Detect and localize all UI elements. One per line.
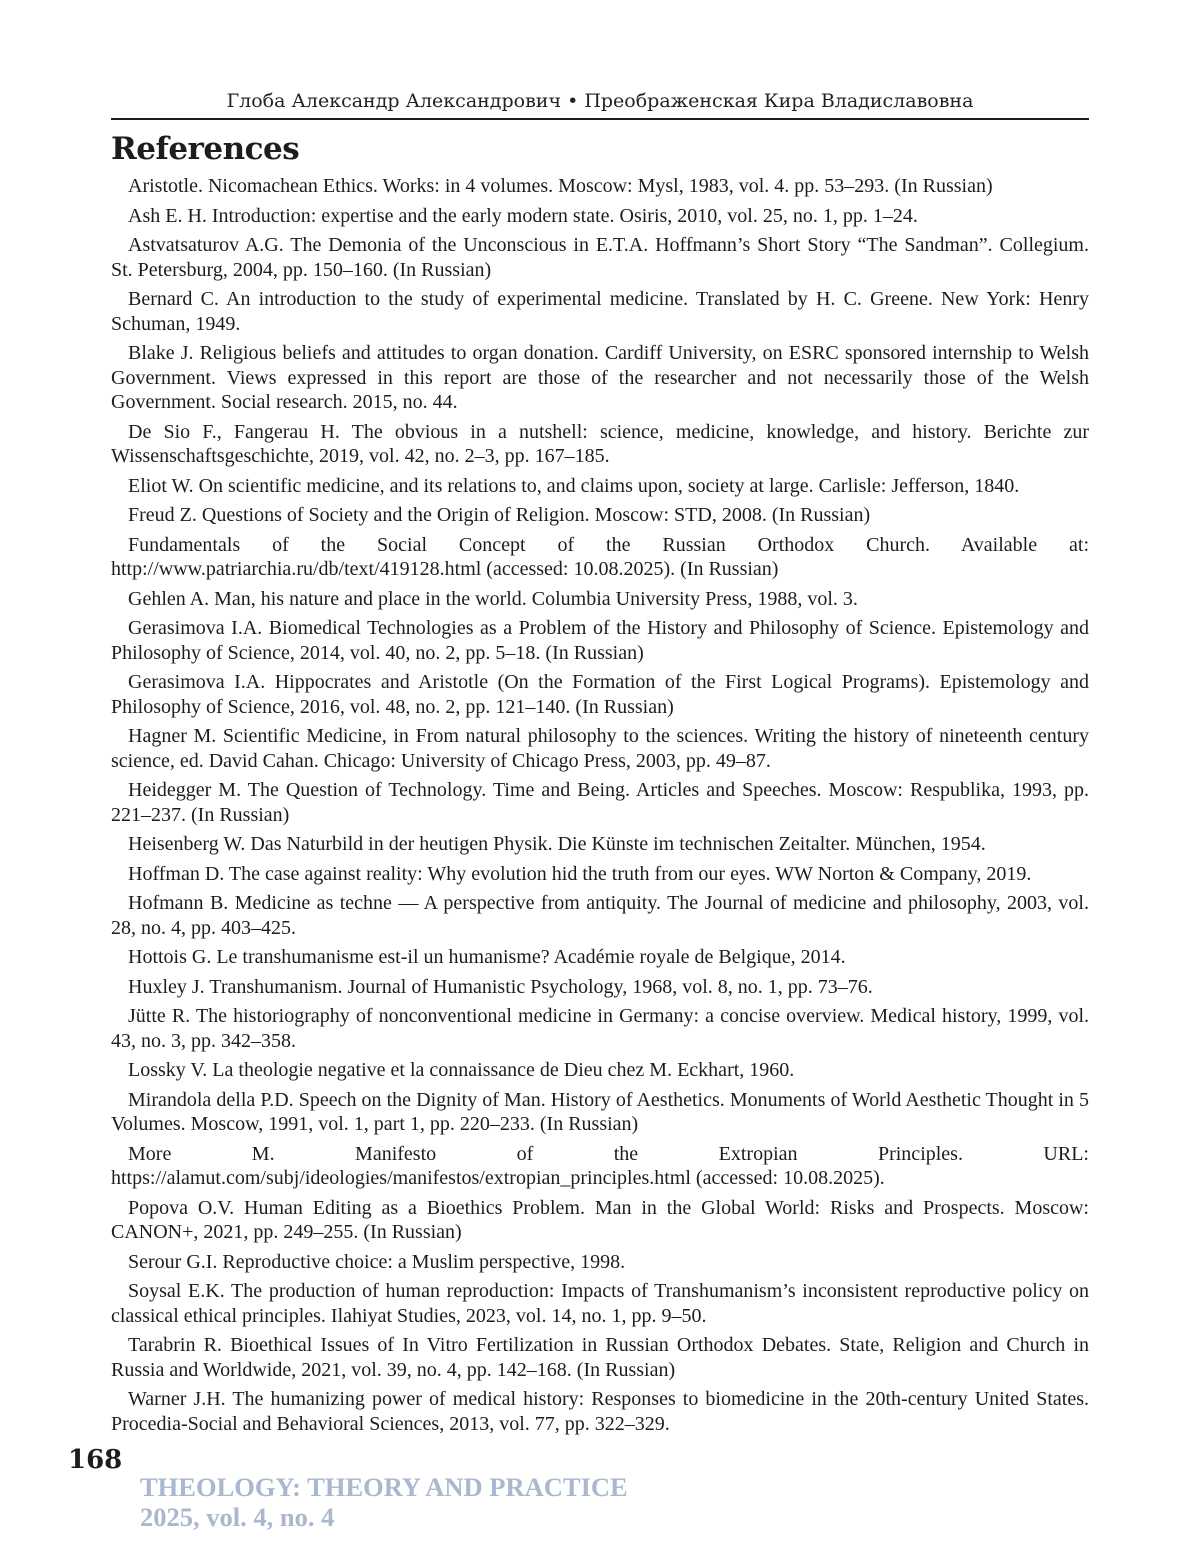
journal-title: THEOLOGY: THEORY AND PRACTICE xyxy=(140,1472,628,1502)
reference-item: Soysal E.K. The production of human reproduction: Impacts of Transhumanism’s inconsistent reproductive policy on classical ethical principles. Ilahiyat Studies, 2023, vol. 14, no. 1, pp. 9–50. xyxy=(111,1279,1089,1328)
reference-item: Warner J.H. The humanizing power of medical history: Responses to biomedicine in the 20th-century United States. Procedia-Social and Behavioral Sciences, 2013, vol. 77, pp. 322–329. xyxy=(111,1387,1089,1436)
reference-item: Huxley J. Transhumanism. Journal of Humanistic Psychology, 1968, vol. 8, no. 1, pp. 73–76. xyxy=(111,975,1089,1000)
reference-item: Gerasimova I.A. Biomedical Technologies as a Problem of the History and Philosophy of Science. Epistemology and Philosophy of Science, 2014, vol. 40, no. 2, pp. 5–18. (In Russian) xyxy=(111,616,1089,665)
reference-item: Tarabrin R. Bioethical Issues of In Vitro Fertilization in Russian Orthodox Debates. State, Religion and Church in Russia and Worldwide, 2021, vol. 39, no. 4, pp. 142–168. (In Russian) xyxy=(111,1333,1089,1382)
reference-item: Gerasimova I.A. Hippocrates and Aristotle (On the Formation of the First Logical Programs). Epistemology and Philosophy of Science, 2016, vol. 48, no. 2, pp. 121–140. (In Russian) xyxy=(111,670,1089,719)
running-head: Глоба Александр Александрович • Преображенская Кира Владиславовна xyxy=(111,88,1089,114)
reference-item: Hottois G. Le transhumanisme est-il un humanisme? Académie royale de Belgique, 2014. xyxy=(111,945,1089,970)
reference-list xyxy=(111,174,1089,1441)
reference-item: De Sio F., Fangerau H. The obvious in a nutshell: science, medicine, knowledge, and history. Berichte zur Wissenschaftsgeschichte, 2019, vol. 42, no. 2–3, pp. 167–185. xyxy=(111,420,1089,469)
reference-item: Hoffman D. The case against reality: Why evolution hid the truth from our eyes. WW Norton & Company, 2019. xyxy=(111,862,1089,887)
reference-item: Hagner M. Scientific Medicine, in From natural philosophy to the sciences. Writing the history of nineteenth century science, ed. David Cahan. Chicago: University of Chicago Press, 2003, pp. 49–87. xyxy=(111,724,1089,773)
reference-item: Serour G.I. Reproductive choice: a Muslim perspective, 1998. xyxy=(111,1250,1089,1275)
reference-item: Hofmann B. Medicine as techne — A perspective from antiquity. The Journal of medicine and philosophy, 2003, vol. 28, no. 4, pp. 403–425. xyxy=(111,891,1089,940)
reference-item: Gehlen A. Man, his nature and place in the world. Columbia University Press, 1988, vol. 3. xyxy=(111,587,1089,612)
reference-item: Astvatsaturov A.G. The Demonia of the Unconscious in E.T.A. Hoffmann’s Short Story “The Sandman”. Collegium. St. Petersburg, 2004, pp. 150–160. (In Russian) xyxy=(111,233,1089,282)
reference-item: Mirandola della P.D. Speech on the Dignity of Man. History of Aesthetics. Monuments of World Aesthetic Thought in 5 Volumes. Moscow, 1991, vol. 1, part 1, pp. 220–233. (In Russian) xyxy=(111,1088,1089,1137)
reference-item: Bernard C. An introduction to the study of experimental medicine. Translated by H. C. Greene. New York: Henry Schuman, 1949. xyxy=(111,287,1089,336)
reference-item: Lossky V. La theologie negative et la connaissance de Dieu chez M. Eckhart, 1960. xyxy=(111,1058,1089,1083)
page-number: 168 xyxy=(68,1443,122,1477)
reference-item: Heidegger M. The Question of Technology. Time and Being. Articles and Speeches. Moscow: Respublika, 1993, pp. 221–237. (In Russian) xyxy=(111,778,1089,827)
reference-item: Eliot W. On scientific medicine, and its relations to, and claims upon, society at large. Carlisle: Jefferson, 1840. xyxy=(111,474,1089,499)
journal-issue: 2025, vol. 4, no. 4 xyxy=(140,1501,334,1533)
reference-item: Blake J. Religious beliefs and attitudes to organ donation. Cardiff University, on ESRC sponsored internship to Welsh Government. Views expressed in this report are those of the researcher and not necessarily those of the Welsh Government. Social research. 2015, no. 44. xyxy=(111,341,1089,415)
reference-item: Ash E. H. Introduction: expertise and the early modern state. Osiris, 2010, vol. 25, no. 1, pp. 1–24. xyxy=(111,204,1089,229)
section-title: References xyxy=(111,128,299,170)
reference-item: More M. Manifesto of the Extropian Principles. URL: https://alamut.com/subj/ideologies/manifestos/extropian_principles.html (accessed: 10.08.2025). xyxy=(111,1142,1089,1191)
reference-item: Aristotle. Nicomachean Ethics. Works: in 4 volumes. Moscow: Mysl, 1983, vol. 4. pp. 53–293. (In Russian) xyxy=(111,174,1089,199)
reference-item: Heisenberg W. Das Naturbild in der heutigen Physik. Die Künste im technischen Zeitalter. München, 1954. xyxy=(111,832,1089,857)
document-page xyxy=(0,0,1200,1553)
reference-item: Jütte R. The historiography of nonconventional medicine in Germany: a concise overview. Medical history, 1999, vol. 43, no. 3, pp. 342–358. xyxy=(111,1004,1089,1053)
reference-item: Freud Z. Questions of Society and the Origin of Religion. Moscow: STD, 2008. (In Russian) xyxy=(111,503,1089,528)
header-divider xyxy=(111,118,1089,120)
reference-item: Fundamentals of the Social Concept of the Russian Orthodox Church. Available at: http://www.patriarchia.ru/db/text/419128.html (accessed: 10.08.2025). (In Russian) xyxy=(111,533,1089,582)
reference-item: Popova O.V. Human Editing as a Bioethics Problem. Man in the Global World: Risks and Prospects. Moscow: CANON+, 2021, pp. 249–255. (In Russian) xyxy=(111,1196,1089,1245)
